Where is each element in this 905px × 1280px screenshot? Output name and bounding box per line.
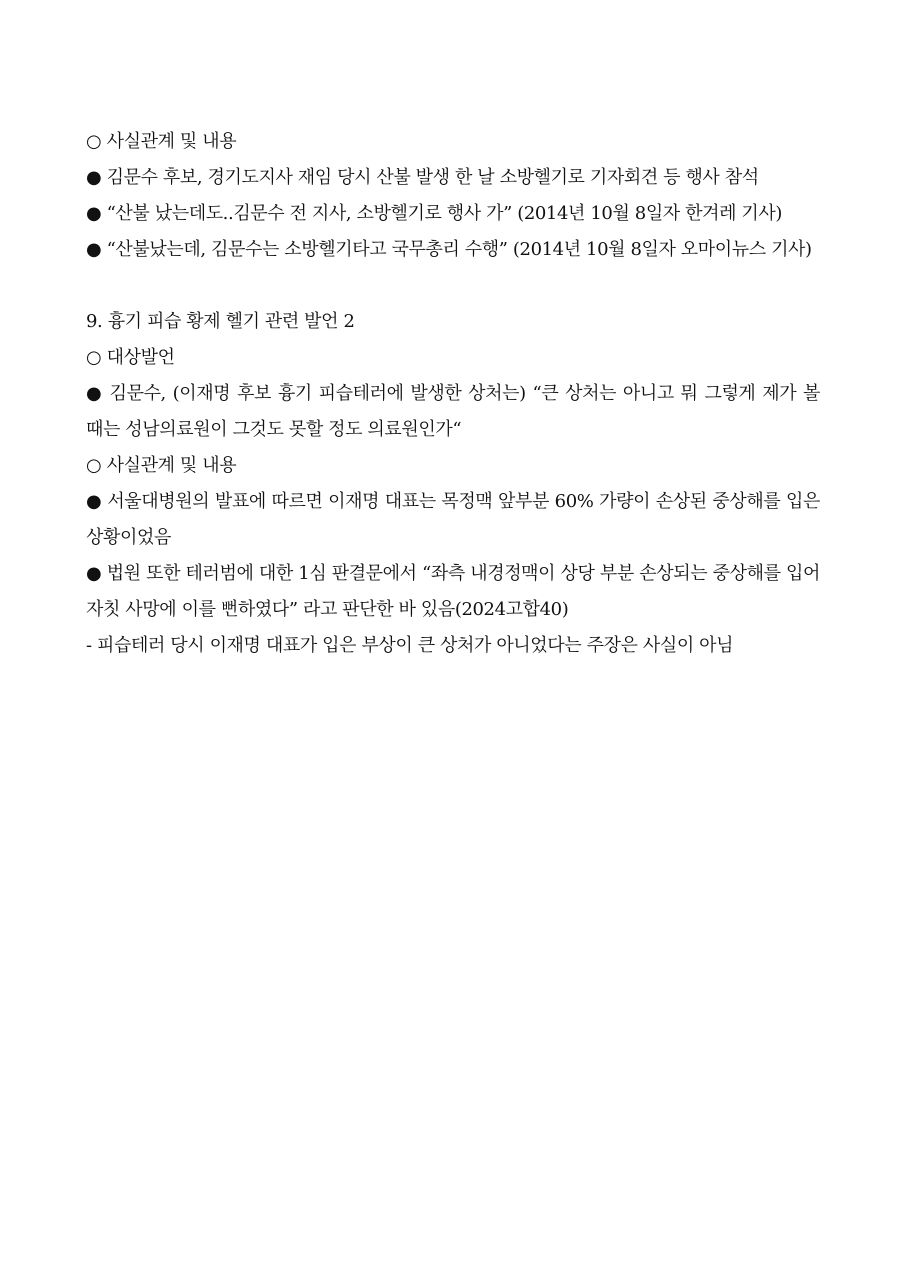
bullet-item: ● “산불났는데, 김문수는 소방헬기타고 국무총리 수행” (2014년 10월 8일자 오마이뉴스 기사) [86, 239, 812, 260]
document-body [86, 124, 820, 664]
section-heading-facts: ○ 사실관계 및 내용 [86, 455, 237, 476]
section-heading-target-statement: ○ 대상발언 [86, 347, 175, 368]
bullet-item: ● 김문수 후보, 경기도지사 재임 당시 산불 발생 한 날 소방헬기로 기자회견 등 행사 참석 [86, 167, 759, 188]
bullet-item: ● 김문수, (이재명 후보 흉기 피습테러에 발생한 상처는) “큰 상처는 아니고 뭐 그렇게 제가 볼 때는 성남의료원이 그것도 못할 정도 의료원인가“ [86, 383, 820, 440]
section-title: 9. 흉기 피습 황제 헬기 관련 발언 2 [86, 311, 355, 332]
section-heading-facts: ○ 사실관계 및 내용 [86, 131, 237, 152]
paragraph-gap [86, 268, 820, 304]
bullet-item: ● 서울대병원의 발표에 따르면 이재명 대표는 목정맥 앞부분 60% 가량이 손상된 중상해를 입은 상황이었음 [86, 491, 820, 548]
bullet-item: ● “산불 났는데도..김문수 전 지사, 소방헬기로 행사 가” (2014년 10월 8일자 한겨레 기사) [86, 203, 782, 224]
conclusion-line: - 피습테러 당시 이재명 대표가 입은 부상이 큰 상처가 아니었다는 주장은 사실이 아님 [86, 635, 734, 656]
bullet-item: ● 법원 또한 테러범에 대한 1심 판결문에서 “좌측 내경정맥이 상당 부분 손상되는 중상해를 입어 자칫 사망에 이를 뻔하였다” 라고 판단한 바 있음(2024고합40) [86, 563, 820, 620]
